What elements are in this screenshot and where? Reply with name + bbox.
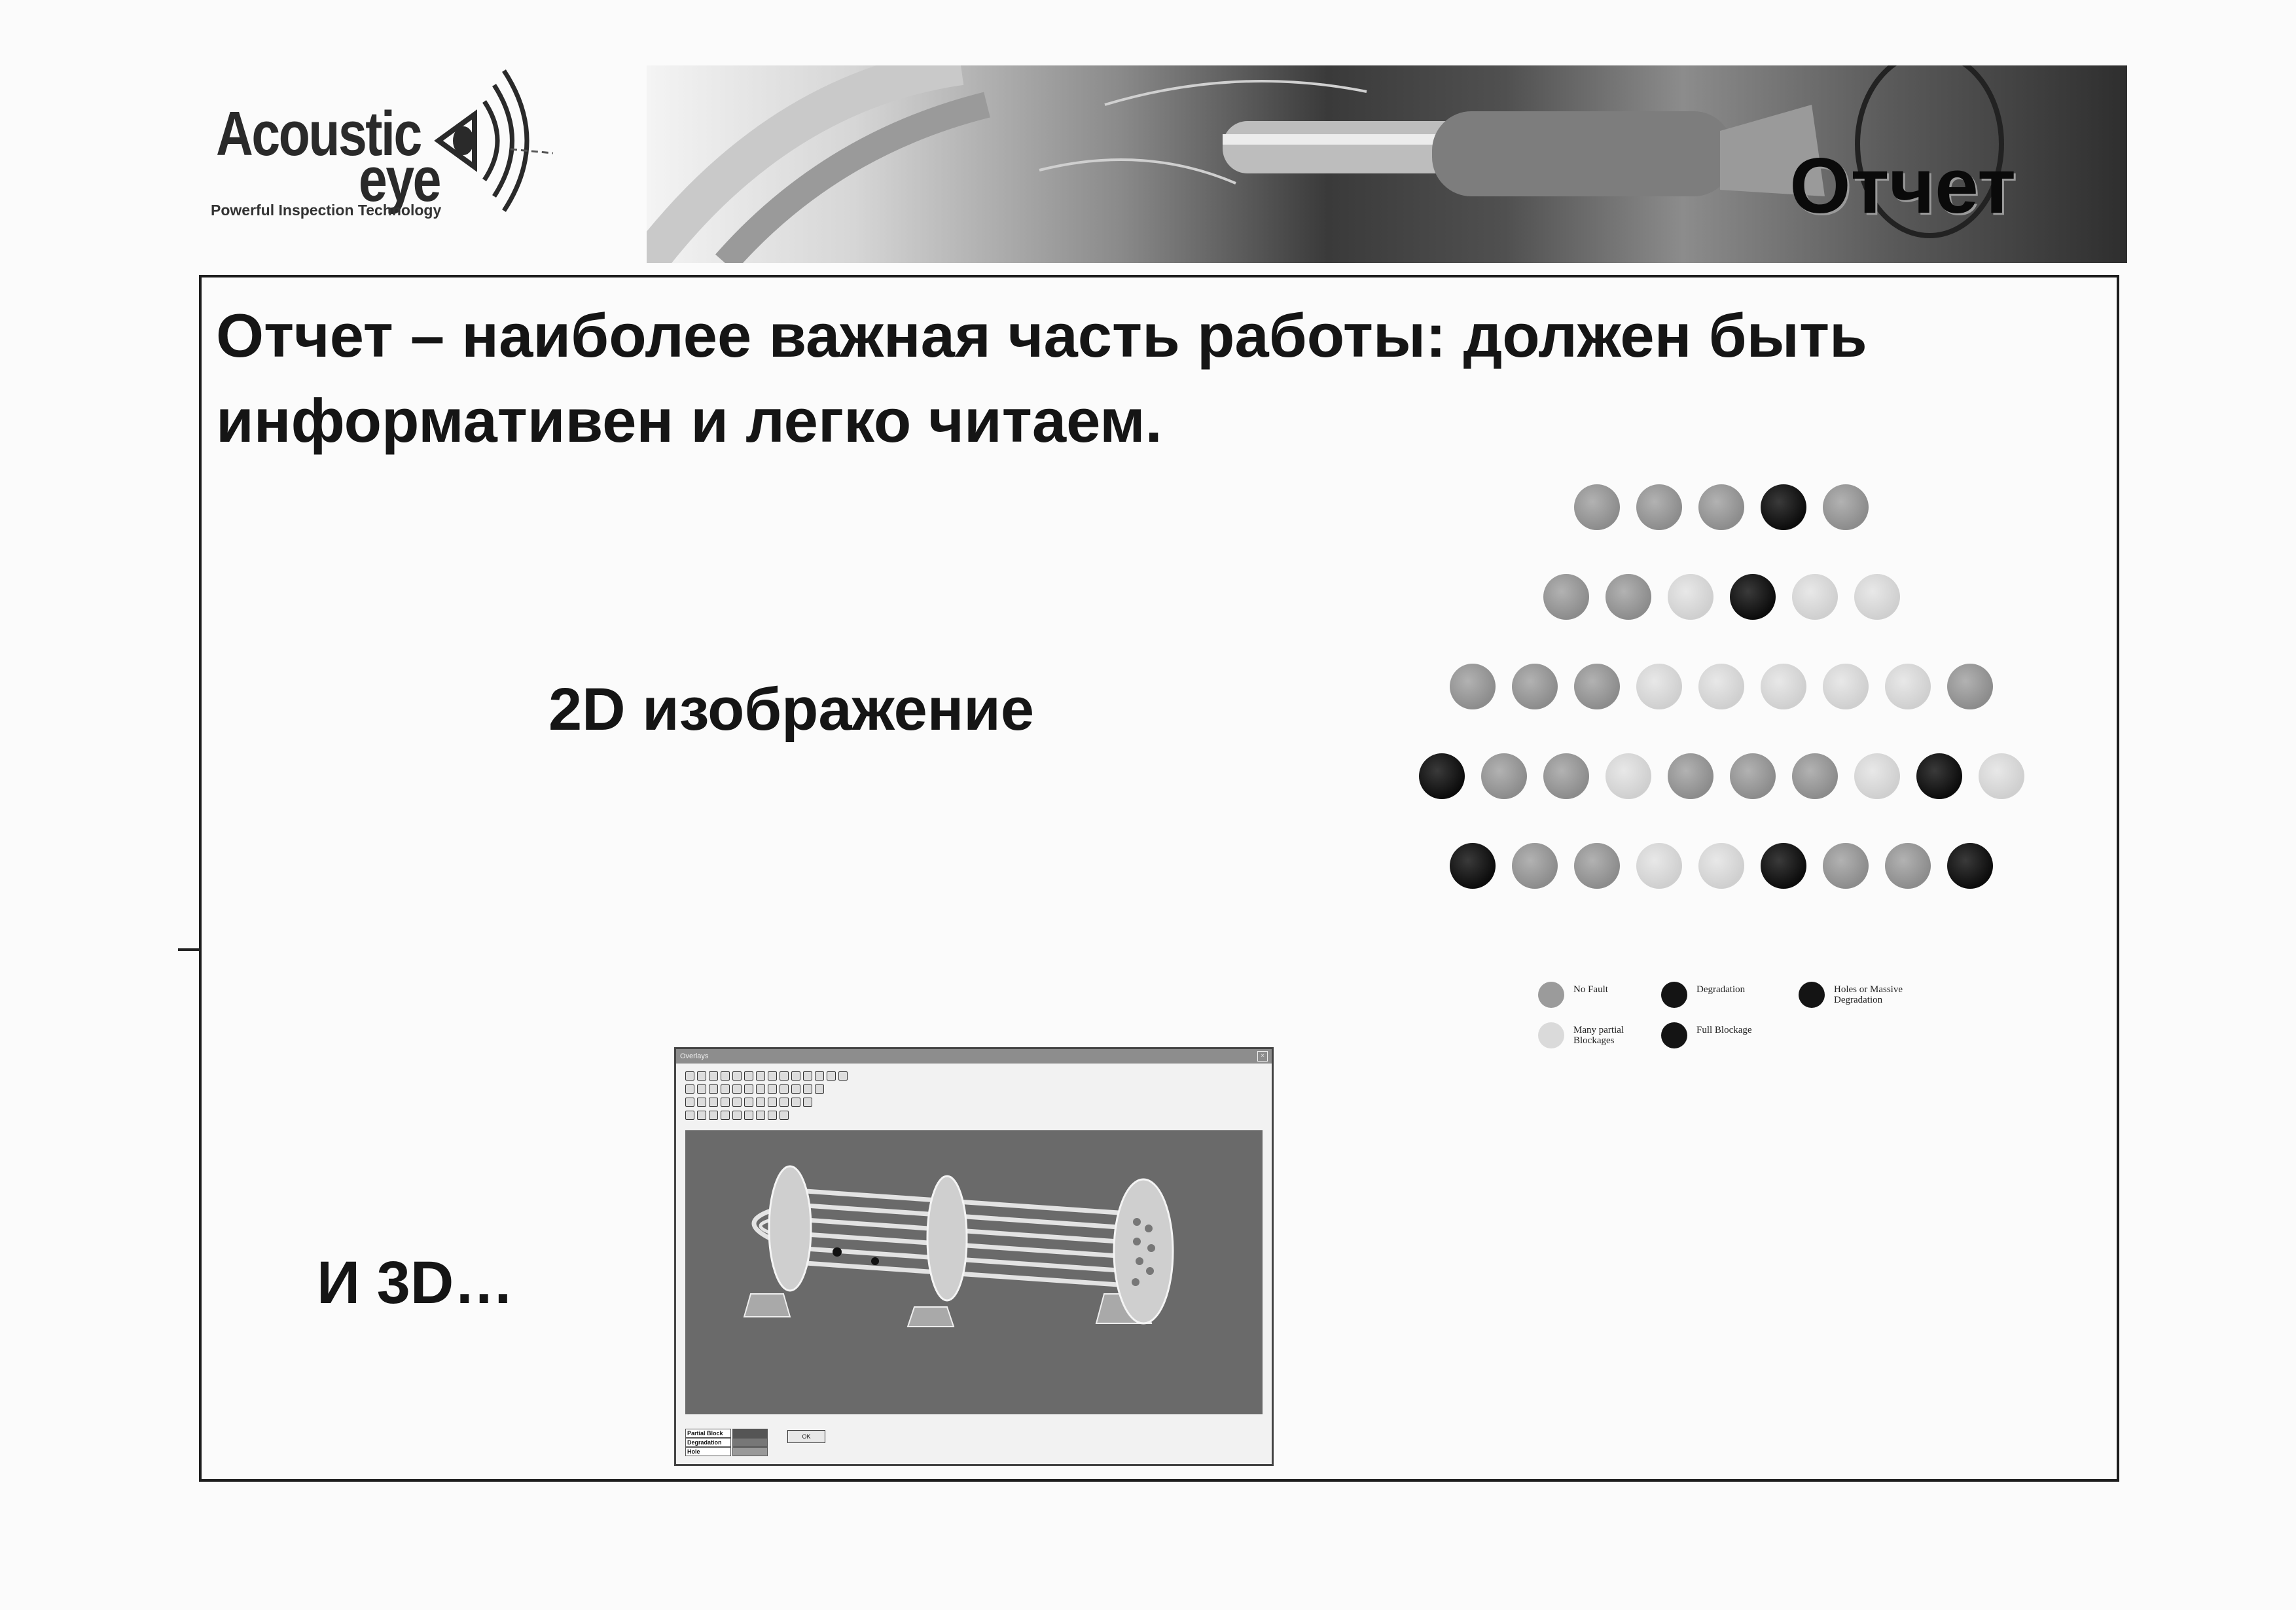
legend-partial-dot [1538,1022,1564,1048]
legend-item-no-fault [1538,982,1659,1008]
status-degradation-label: Degradation [685,1438,731,1447]
tube-r4-c4 [1605,753,1651,799]
legend-partial-label: Many partial Blockages [1573,1025,1624,1046]
legend-holes-dot [1799,982,1825,1008]
status-row-degradation [685,1438,768,1447]
tool-icon[interactable] [685,1098,694,1107]
toolbar-row [685,1111,882,1120]
tube-r4-c3 [1543,753,1589,799]
status-row-hole [685,1447,768,1456]
tube-r4-c9 [1916,753,1962,799]
legend-degradation-label: Degradation [1696,984,1746,995]
tube-r5-c5 [1698,843,1744,889]
tool-icon[interactable] [697,1084,706,1094]
tube-r3-c3 [1574,664,1620,709]
tube-r4-c2 [1481,753,1527,799]
tool-icon[interactable] [709,1071,718,1081]
tool-icon[interactable] [803,1098,812,1107]
status-hole-label: Hole [685,1447,731,1456]
page-title: Отчет [1789,142,2016,230]
tube-sheet-map [1394,484,2049,929]
tool-icon[interactable] [709,1084,718,1094]
tool-icon[interactable] [791,1098,800,1107]
tool-icon[interactable] [827,1071,836,1081]
tool-icon[interactable] [697,1071,706,1081]
tube-r3-c6 [1761,664,1806,709]
tool-icon[interactable] [780,1084,789,1094]
tool-icon[interactable] [815,1071,824,1081]
tool-icon[interactable] [744,1071,753,1081]
tool-icon[interactable] [721,1071,730,1081]
tube-r4-c6 [1730,753,1776,799]
legend-full-label: Full Blockage [1696,1025,1752,1035]
legend-no-fault-label: No Fault [1573,984,1608,995]
tool-icon[interactable] [803,1071,812,1081]
tool-icon[interactable] [685,1084,694,1094]
tool-icon[interactable] [721,1098,730,1107]
tool-icon[interactable] [756,1071,765,1081]
tube-r3-c4 [1636,664,1682,709]
tube-r5-c6 [1761,843,1806,889]
status-legend [685,1429,768,1456]
legend-item-partial [1538,1022,1659,1048]
tool-icon[interactable] [791,1084,800,1094]
tool-icon[interactable] [697,1098,706,1107]
tube-r3-c7 [1823,664,1869,709]
tube-r3-c2 [1512,664,1558,709]
label-2d-image: 2D изображение [548,676,1035,743]
toolbar-row [685,1098,882,1107]
tool-icon[interactable] [721,1111,730,1120]
tube-r2-c3 [1668,574,1713,620]
tube-r5-c7 [1823,843,1869,889]
3d-viewport[interactable] [685,1130,1263,1414]
tube-r5-c8 [1885,843,1931,889]
tube-r5-c4 [1636,843,1682,889]
tube-r5-c2 [1512,843,1558,889]
toolbar-row [685,1084,882,1094]
tube-map-legend [1538,982,1964,1067]
tool-icon[interactable] [732,1111,742,1120]
tool-icon[interactable] [756,1084,765,1094]
margin-mark [178,948,200,951]
status-partial-swatch [732,1429,768,1438]
tube-r1-c1 [1574,484,1620,530]
label-3d: И 3D… [317,1249,514,1316]
tube-r2-c2 [1605,574,1651,620]
exchanger-3d-window [674,1047,1274,1466]
window-titlebar [676,1049,1272,1064]
tube-r3-c8 [1885,664,1931,709]
logo-tagline: Powerful Inspection Technology [211,202,442,219]
status-hole-swatch [732,1447,768,1456]
acoustic-eye-logo [196,65,563,229]
tube-r3-c1 [1450,664,1496,709]
tool-icon[interactable] [838,1071,848,1081]
ok-button[interactable]: OK [787,1430,825,1443]
tube-r1-c5 [1823,484,1869,530]
logo-name-line2: eye [359,145,440,215]
tool-icon[interactable] [768,1111,777,1120]
close-icon[interactable]: × [1257,1051,1268,1062]
tool-icon[interactable] [756,1111,765,1120]
tube-r5-c1 [1450,843,1496,889]
tool-icon[interactable] [697,1111,706,1120]
tube-r5-c3 [1574,843,1620,889]
tool-icon[interactable] [768,1071,777,1081]
tool-icon[interactable] [732,1071,742,1081]
legend-full-dot [1661,1022,1687,1048]
tool-icon[interactable] [732,1098,742,1107]
tool-icon[interactable] [768,1084,777,1094]
tube-r3-c5 [1698,664,1744,709]
status-degradation-swatch [732,1438,768,1447]
tool-icon[interactable] [709,1098,718,1107]
tool-icon[interactable] [744,1098,753,1107]
tool-icon[interactable] [685,1071,694,1081]
tool-icon[interactable] [709,1111,718,1120]
tool-icon[interactable] [768,1098,777,1107]
tube-r1-c3 [1698,484,1744,530]
tool-icon[interactable] [732,1084,742,1094]
tube-r2-c6 [1854,574,1900,620]
toolbar-row [685,1071,882,1081]
tube-r4-c10 [1979,753,2024,799]
tool-icon[interactable] [685,1111,694,1120]
tool-icon[interactable] [803,1084,812,1094]
legend-degradation-dot [1661,982,1687,1008]
tool-icon[interactable] [721,1084,730,1094]
slide-headline: Отчет – наиболее важная часть работы: должен быть информативен и легко читаем. [216,301,1867,455]
legend-holes-label: Holes or Massive Degradation [1834,984,1903,1005]
tool-icon[interactable] [780,1071,789,1081]
tube-r3-c9 [1947,664,1993,709]
status-row-partial [685,1429,768,1438]
toolbar [685,1071,882,1124]
tube-r2-c4 [1730,574,1776,620]
tube-r1-c4 [1761,484,1806,530]
legend-no-fault-dot [1538,982,1564,1008]
legend-item-degradation [1661,982,1782,1008]
tool-icon[interactable] [744,1111,753,1120]
tool-icon[interactable] [791,1071,800,1081]
window-title: Overlays [680,1052,709,1060]
tube-r2-c5 [1792,574,1838,620]
tube-r4-c7 [1792,753,1838,799]
tool-icon[interactable] [744,1084,753,1094]
tube-r2-c1 [1543,574,1589,620]
legend-item-full [1661,1022,1782,1048]
heat-exchanger-model [685,1130,1263,1414]
tube-r5-c9 [1947,843,1993,889]
tube-r4-c5 [1668,753,1713,799]
tube-r4-c1 [1419,753,1465,799]
tube-r1-c2 [1636,484,1682,530]
tube-r4-c8 [1854,753,1900,799]
header-banner [647,65,2127,263]
eye-waves-icon [412,65,583,216]
status-partial-label: Partial Block [685,1429,731,1438]
legend-item-holes [1799,982,1919,1008]
tool-icon[interactable] [780,1098,789,1107]
tool-icon[interactable] [756,1098,765,1107]
tool-icon[interactable] [815,1084,824,1094]
logo-name-line1: Acoustic [216,99,421,169]
tool-icon[interactable] [780,1111,789,1120]
